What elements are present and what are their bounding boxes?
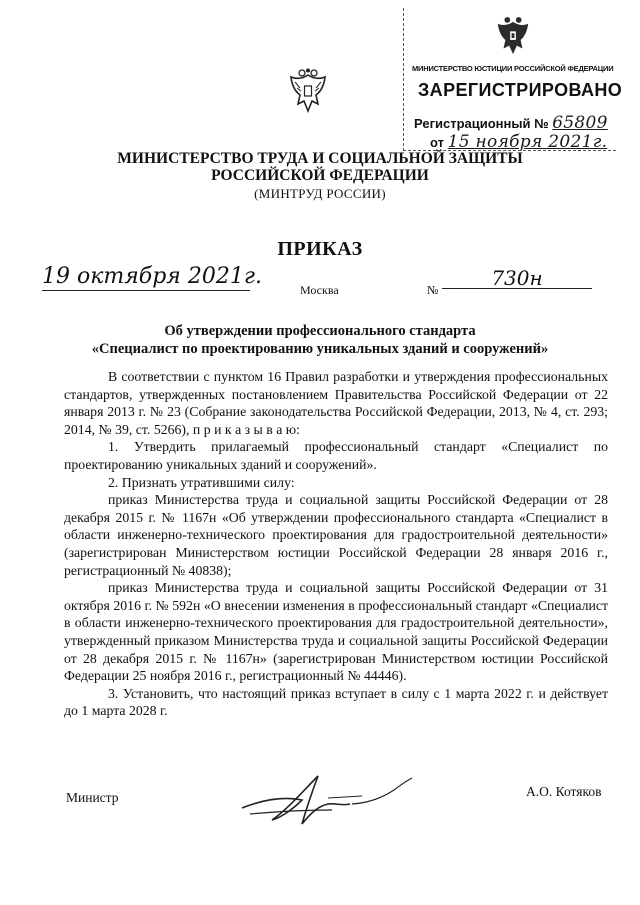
body-paragraph-preamble: В соответствии с пунктом 16 Правил разработки и утверждения профессиональных стандартов, утвержденных постановлением Правительства Российской Федерации от 22 января 2013 г. № 23 (Собрание законодательства Российской Федерации, 2013, № 4, ст. 293; 2014, № 39, ст. 5266), п р и к а з ы в а ю: <box>64 369 608 437</box>
coat-of-arms-icon <box>494 16 532 60</box>
stamp-registration-line <box>414 113 608 133</box>
order-title-line-1: Об утверждении профессионального стандарта <box>164 323 476 339</box>
body-paragraph-2b: приказ Министерства труда и социальной защиты Российской Федерации от 31 октября 2016 г. № 592н «О внесении изменения в профессиональный стандарт «Специалист в области инженерно-технического проектирования для градостроительной деятельности», утвержденный приказом Министерства труда и социальной защиты Российской Федерации от 28 декабря 2015 г. № 1167н» (зарегистрирован Министерством юстиции Российской Федерации 25 ноября 2016 г., регистрационный № 44446). <box>64 580 608 684</box>
ministry-line-1: МИНИСТЕРСТВО ТРУДА И СОЦИАЛЬНОЙ ЗАЩИТЫ <box>117 150 523 167</box>
signatory-name: А.О. Котяков <box>526 784 602 799</box>
order-body <box>64 368 608 720</box>
body-paragraph-1: 1. Утвердить прилагаемый профессиональный стандарт «Специалист по проектированию уникальных зданий и сооружений». <box>64 439 608 472</box>
order-city: Москва <box>300 283 339 297</box>
ministry-name <box>0 150 640 184</box>
ministry-line-2: РОССИЙСКОЙ ФЕДЕРАЦИИ <box>211 167 429 184</box>
body-paragraph-3: 3. Установить, что настоящий приказ вступает в силу с 1 марта 2022 г. и действует до 1 марта 2028 г. <box>64 685 608 719</box>
order-number-label: № <box>427 283 439 297</box>
handwritten-signature <box>232 770 422 830</box>
order-date: 19 октября 2021г. <box>42 264 262 289</box>
ministry-short-name: (МИНТРУД РОССИИ) <box>254 186 386 201</box>
stamp-from-label: от <box>430 135 444 150</box>
stamp-reg-number: 65809 <box>552 113 608 133</box>
body-paragraph-2a: приказ Министерства труда и социальной защиты Российской Федерации от 28 декабря 2015 г. № 1167н «Об утверждении профессионального стандарта «Специалист в области инженерно-технического проектирования для градостроительной деятельности» (зарегистрирован Министерством юстиции Российской Федерации 28 января 2016 г., регистрационный № 40838); <box>64 492 608 578</box>
stamp-reg-label: Регистрационный № <box>414 116 549 131</box>
order-title-line-2: «Специалист по проектированию уникальных зданий и сооружений» <box>91 341 549 357</box>
coat-of-arms-icon <box>287 68 329 116</box>
order-title <box>60 322 580 358</box>
order-number: 730н <box>442 266 592 289</box>
body-paragraph-2: 2. Признать утратившими силу: <box>108 474 295 490</box>
document-type: ПРИКАЗ <box>277 238 363 260</box>
stamp-reg-date: 15 ноября 2021г. <box>447 132 608 152</box>
signatory-role: Министр <box>66 790 119 805</box>
stamp-ministry-name: МИНИСТЕРСТВО ЮСТИЦИИ РОССИЙСКОЙ ФЕДЕРАЦИИ <box>412 64 614 73</box>
stamp-status: ЗАРЕГИСТРИРОВАНО <box>418 80 623 100</box>
stamp-date-line <box>430 132 607 152</box>
registration-stamp <box>403 8 623 152</box>
